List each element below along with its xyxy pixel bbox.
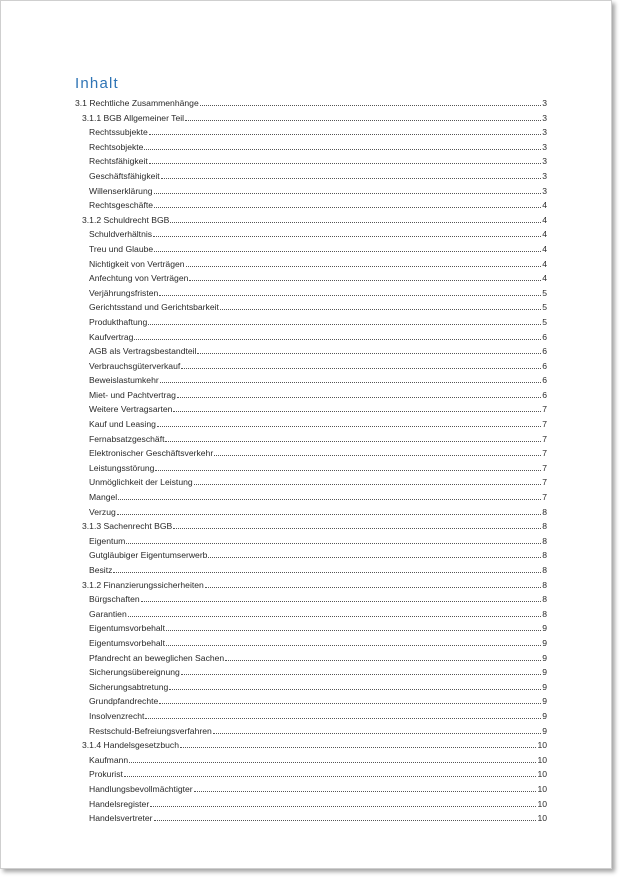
toc-dot-leader <box>157 426 541 427</box>
toc-entry-page-number: 9 <box>542 681 547 692</box>
toc-dot-leader <box>124 776 537 777</box>
toc-entry-label: Miet- und Pachtvertrag <box>89 389 176 400</box>
toc-entry-label: Bürgschaften <box>89 594 140 605</box>
toc-entry-label: 3.1.4 Handelsgesetzbuch <box>82 740 179 751</box>
toc-entry-page-number: 4 <box>542 258 547 269</box>
toc-entry[interactable] <box>75 200 547 215</box>
toc-entry-page-number: 3 <box>542 141 547 152</box>
toc-entry-label: Handelsvertreter <box>89 813 153 824</box>
toc-dot-leader <box>189 280 541 281</box>
toc-entry-label: Unmöglichkeit der Leistung <box>89 477 193 488</box>
toc-entry-page-number: 8 <box>542 608 547 619</box>
toc-dot-leader <box>149 163 541 164</box>
toc-entry-label: Restschuld-Befreiungsverfahren <box>89 725 212 736</box>
toc-dot-leader <box>160 382 541 383</box>
toc-dot-leader <box>213 733 541 734</box>
toc-dot-leader <box>181 368 541 369</box>
toc-entry-page-number: 8 <box>542 565 547 575</box>
toc-dot-leader <box>159 703 541 704</box>
table-of-contents <box>75 98 547 828</box>
toc-entry-page-number: 3 <box>542 112 547 123</box>
toc-entry[interactable] <box>75 463 547 478</box>
toc-entry-label: Rechtssubjekte <box>89 127 148 138</box>
toc-entry-label: Garantien <box>89 608 127 619</box>
toc-entry-page-number: 3 <box>542 156 547 167</box>
toc-entry-label: Pfandrecht an beweglichen Sachen <box>89 652 225 663</box>
toc-dot-leader <box>117 514 541 515</box>
toc-entry-label: AGB als Vertragsbestandteil <box>89 346 197 357</box>
toc-entry[interactable] <box>75 229 547 244</box>
toc-entry-page-number: 4 <box>542 243 547 254</box>
toc-entry-label: Gerichtsstand und Gerichtsbarkeit <box>89 302 219 313</box>
toc-entry-page-number: 5 <box>542 287 547 298</box>
toc-title: Inhalt <box>75 75 119 92</box>
toc-entry-label: Mangel <box>89 492 118 503</box>
toc-entry-label: 3.1.2 Finanzierungssicherheiten <box>82 579 204 590</box>
toc-dot-leader <box>177 397 541 398</box>
toc-dot-leader <box>185 120 541 121</box>
toc-entry-page-number: 7 <box>542 448 547 459</box>
toc-entry[interactable] <box>75 259 547 274</box>
toc-entry-page-number: 7 <box>542 492 547 503</box>
toc-entry[interactable] <box>75 113 547 128</box>
toc-dot-leader <box>194 484 542 485</box>
toc-dot-leader <box>214 455 541 456</box>
toc-entry-page-number: 4 <box>542 200 547 211</box>
toc-entry-page-number: 7 <box>542 404 547 415</box>
toc-dot-leader <box>205 587 541 588</box>
toc-dot-leader <box>141 601 542 602</box>
toc-entry[interactable] <box>75 215 547 230</box>
toc-entry[interactable] <box>75 434 547 449</box>
toc-entry-page-number: 8 <box>542 521 547 532</box>
toc-entry[interactable] <box>75 755 547 770</box>
toc-dot-leader <box>180 747 536 748</box>
toc-entry[interactable] <box>75 594 547 609</box>
toc-entry-label: Kauf und Leasing <box>89 419 156 430</box>
toc-dot-leader <box>126 543 541 544</box>
toc-entry[interactable] <box>75 317 547 332</box>
toc-entry-page-number: 3 <box>542 170 547 181</box>
toc-entry[interactable] <box>75 623 547 638</box>
toc-entry-label: Produkthaftung <box>89 316 148 327</box>
toc-entry-label: Schuldverhältnis <box>89 229 153 240</box>
toc-dot-leader <box>149 134 541 135</box>
toc-entry[interactable] <box>75 419 547 434</box>
toc-entry-label: Geschäftsfähigkeit <box>89 170 160 181</box>
toc-entry[interactable] <box>75 813 547 828</box>
toc-entry-label: Beweislastumkehr <box>89 375 159 386</box>
toc-entry-label: Weitere Vertragsarten <box>89 404 173 415</box>
toc-entry[interactable] <box>75 580 547 595</box>
toc-dot-leader <box>166 630 541 631</box>
toc-entry-page-number: 6 <box>542 331 547 342</box>
toc-entry[interactable] <box>75 769 547 784</box>
toc-entry-label: Rechtsgeschäfte <box>89 200 154 211</box>
toc-entry-page-number: 4 <box>542 273 547 284</box>
toc-entry-page-number: 6 <box>542 375 547 386</box>
toc-entry[interactable] <box>75 799 547 814</box>
toc-entry-label: Sicherungsübereignung <box>89 667 180 678</box>
toc-entry-page-number: 9 <box>542 710 547 721</box>
toc-entry[interactable] <box>75 565 547 580</box>
toc-entry[interactable] <box>75 536 547 551</box>
toc-dot-leader <box>150 806 536 807</box>
toc-entry-page-number: 9 <box>542 725 547 736</box>
toc-entry[interactable] <box>75 477 547 492</box>
toc-entry-page-number: 8 <box>542 594 547 605</box>
toc-entry[interactable] <box>75 507 547 522</box>
toc-entry-page-number: 9 <box>542 623 547 634</box>
toc-entry-label: Rechtsobjekte <box>89 141 144 152</box>
toc-dot-leader <box>173 528 541 529</box>
toc-entry[interactable] <box>75 784 547 799</box>
toc-entry[interactable] <box>75 98 547 113</box>
toc-dot-leader <box>159 295 541 296</box>
toc-entry-page-number: 8 <box>542 506 547 517</box>
toc-entry-page-number: 10 <box>537 798 547 809</box>
toc-entry[interactable] <box>75 638 547 653</box>
toc-entry[interactable] <box>75 550 547 565</box>
toc-entry-page-number: 10 <box>537 783 547 794</box>
toc-entry-page-number: 9 <box>542 696 547 707</box>
toc-entry-label: Gutgläubiger Eigentumserwerb <box>89 550 208 561</box>
toc-entry-page-number: 10 <box>537 754 547 765</box>
toc-entry-label: Grundpfandrechte <box>89 696 159 707</box>
toc-entry-page-number: 8 <box>542 579 547 590</box>
toc-entry-label: Nichtigkeit von Verträgen <box>89 258 185 269</box>
toc-entry-page-number: 10 <box>537 740 547 751</box>
toc-dot-leader <box>197 353 541 354</box>
toc-dot-leader <box>148 324 541 325</box>
toc-entry[interactable] <box>75 653 547 668</box>
toc-entry-page-number: 4 <box>542 229 547 240</box>
toc-dot-leader <box>154 193 542 194</box>
toc-entry-page-number: 4 <box>542 214 547 225</box>
toc-entry-page-number: 6 <box>542 346 547 357</box>
toc-dot-leader <box>208 557 541 558</box>
toc-entry-page-number: 8 <box>542 550 547 561</box>
toc-entry[interactable] <box>75 273 547 288</box>
toc-entry-label: 3.1.1 BGB Allgemeiner Teil <box>82 112 185 123</box>
toc-entry-page-number: 5 <box>542 302 547 313</box>
toc-entry-label: Handelsregister <box>89 798 150 809</box>
toc-entry-label: Eigentum <box>89 535 126 546</box>
toc-dot-leader <box>220 309 541 310</box>
toc-entry-label: Insolvenzrecht <box>89 710 145 721</box>
toc-entry[interactable] <box>75 726 547 741</box>
toc-entry[interactable] <box>75 142 547 157</box>
toc-entry-page-number: 9 <box>542 667 547 678</box>
toc-entry[interactable] <box>75 404 547 419</box>
toc-entry-label: Kaufmann <box>89 754 129 765</box>
toc-dot-leader <box>165 441 541 442</box>
toc-dot-leader <box>154 207 541 208</box>
toc-dot-leader <box>144 149 541 150</box>
toc-entry-label: Sicherungsabtretung <box>89 681 169 692</box>
toc-entry[interactable] <box>75 244 547 259</box>
toc-entry-label: Leistungsstörung <box>89 462 155 473</box>
toc-entry-label: Kaufvertrag <box>89 331 134 342</box>
toc-entry-page-number: 7 <box>542 477 547 488</box>
toc-entry[interactable] <box>75 609 547 624</box>
toc-entry-page-number: 3 <box>542 127 547 138</box>
toc-dot-leader <box>155 470 541 471</box>
toc-dot-leader <box>181 674 541 675</box>
toc-entry-label: Eigentumsvorbehalt <box>89 637 165 648</box>
toc-dot-leader <box>128 616 541 617</box>
toc-entry-page-number: 3 <box>542 98 547 108</box>
toc-dot-leader <box>170 222 541 223</box>
toc-entry-page-number: 6 <box>542 360 547 371</box>
toc-dot-leader <box>153 236 541 237</box>
toc-entry-page-number: 8 <box>542 535 547 546</box>
toc-entry-page-number: 9 <box>542 637 547 648</box>
toc-entry[interactable] <box>75 171 547 186</box>
toc-entry-page-number: 7 <box>542 433 547 444</box>
toc-entry-page-number: 7 <box>542 419 547 430</box>
toc-dot-leader <box>225 660 541 661</box>
toc-dot-leader <box>161 178 542 179</box>
toc-entry-label: Fernabsatzgeschäft <box>89 433 165 444</box>
toc-entry-label: Willenserklärung <box>89 185 153 196</box>
toc-entry-label: 3.1 Rechtliche Zusammenhänge <box>75 98 199 108</box>
toc-dot-leader <box>186 266 542 267</box>
toc-entry-label: Verjährungsfristen <box>89 287 159 298</box>
toc-entry-label: Verbrauchsgüterverkauf <box>89 360 181 371</box>
toc-entry-page-number: 3 <box>542 185 547 196</box>
toc-entry[interactable] <box>75 346 547 361</box>
toc-entry[interactable] <box>75 361 547 376</box>
toc-entry-label: Elektronischer Geschäftsverkehr <box>89 448 214 459</box>
toc-dot-leader <box>154 251 541 252</box>
toc-dot-leader <box>145 718 541 719</box>
toc-entry[interactable] <box>75 521 547 536</box>
toc-entry-label: 3.1.3 Sachenrecht BGB <box>82 521 173 532</box>
toc-entry[interactable] <box>75 302 547 317</box>
toc-dot-leader <box>113 572 541 573</box>
toc-dot-leader <box>166 645 541 646</box>
toc-entry[interactable] <box>75 127 547 142</box>
toc-dot-leader <box>134 339 541 340</box>
toc-entry[interactable] <box>75 682 547 697</box>
toc-dot-leader <box>194 791 537 792</box>
toc-entry[interactable] <box>75 375 547 390</box>
toc-entry-label: Prokurist <box>89 769 123 780</box>
toc-entry[interactable] <box>75 740 547 755</box>
toc-dot-leader <box>169 689 541 690</box>
toc-dot-leader <box>173 411 541 412</box>
toc-entry-label: Handlungsbevollmächtigter <box>89 783 193 794</box>
toc-entry[interactable] <box>75 667 547 682</box>
toc-entry[interactable] <box>75 390 547 405</box>
toc-entry[interactable] <box>75 288 547 303</box>
toc-entry-label: Verzug <box>89 506 116 517</box>
toc-entry[interactable] <box>75 448 547 463</box>
toc-entry-label: Anfechtung von Verträgen <box>89 273 189 284</box>
toc-entry-page-number: 10 <box>537 813 547 824</box>
toc-entry-page-number: 9 <box>542 652 547 663</box>
toc-dot-leader <box>118 499 541 500</box>
toc-dot-leader <box>129 762 536 763</box>
toc-entry[interactable] <box>75 711 547 726</box>
toc-entry[interactable] <box>75 186 547 201</box>
toc-entry-label: Rechtsfähigkeit <box>89 156 148 167</box>
toc-entry[interactable] <box>75 332 547 347</box>
toc-entry-page-number: 10 <box>537 769 547 780</box>
toc-entry[interactable] <box>75 156 547 171</box>
toc-entry-page-number: 5 <box>542 316 547 327</box>
toc-entry[interactable] <box>75 696 547 711</box>
toc-entry-page-number: 6 <box>542 389 547 400</box>
toc-entry-label: Besitz <box>89 565 113 575</box>
toc-dot-leader <box>154 820 537 821</box>
toc-entry-page-number: 7 <box>542 462 547 473</box>
toc-entry-label: Treu und Glaube <box>89 243 154 254</box>
toc-entry-label: 3.1.2 Schuldrecht BGB <box>82 214 170 225</box>
toc-entry-label: Eigentumsvorbehalt <box>89 623 165 634</box>
toc-dot-leader <box>200 105 541 106</box>
toc-entry[interactable] <box>75 492 547 507</box>
